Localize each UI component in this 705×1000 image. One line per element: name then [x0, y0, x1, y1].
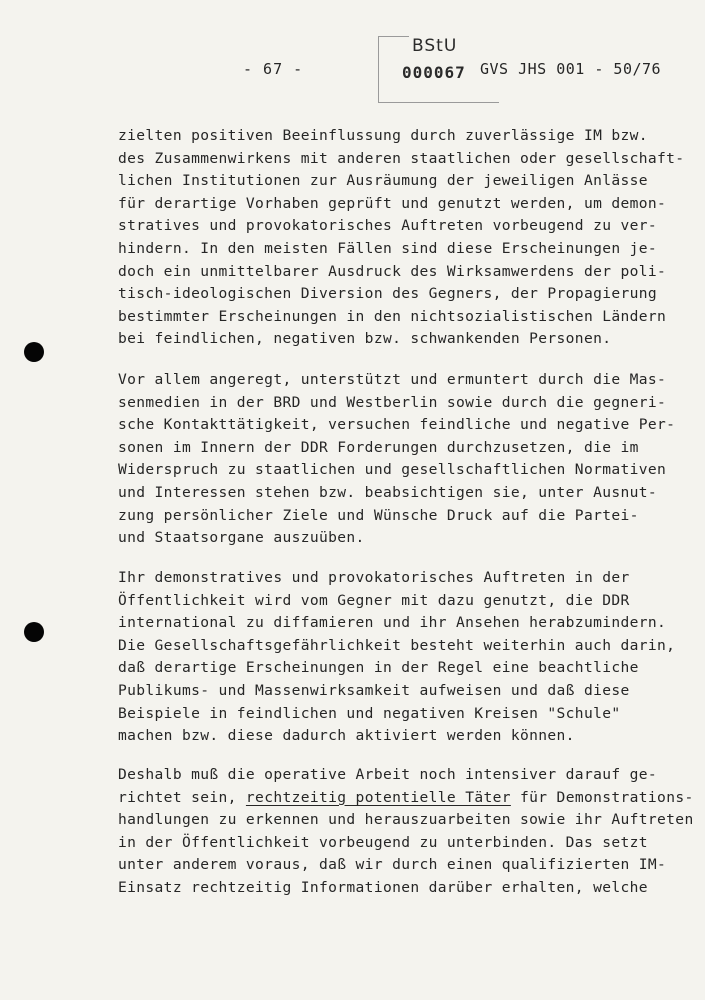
text-line: tisch-ideologischen Diversion des Gegners, der Propagierung: [118, 285, 658, 303]
text-line: Vor allem angeregt, unterstützt und ermuntert durch die Mas-: [118, 371, 667, 388]
text-line: des Zusammenwirkens mit anderen staatlichen oder gesellschaft-: [118, 149, 685, 167]
page-number: - 67 -: [243, 60, 304, 78]
paragraph-2: [118, 369, 675, 550]
punch-hole: [24, 622, 44, 642]
text-line: lichen Institutionen zur Ausräumung der jeweiligen Anlässe: [118, 172, 648, 190]
archive-stamp-number: 000067: [402, 63, 466, 82]
text-line: zielten positiven Beeinflussung durch zuverlässige IM bzw.: [118, 127, 648, 144]
text-line: [118, 787, 694, 810]
text-line: Öffentlichkeit wird vom Gegner mit dazu genutzt, die DDR: [118, 591, 630, 609]
text-line: handlungen zu erkennen und herauszuarbeiten sowie ihr Auftreten: [118, 811, 694, 829]
text-line: Publikums- und Massenwirksamkeit aufweisen und daß diese: [118, 681, 630, 699]
text-line: doch ein unmittelbarer Ausdruck des Wirksamwerdens der poli-: [118, 262, 667, 280]
text-line: in der Öffentlichkeit vorbeugend zu unterbinden. Das setzt: [118, 833, 648, 851]
paragraph-1: [118, 125, 684, 351]
text-line: unter anderem voraus, daß wir durch einen qualifizierten IM-: [118, 856, 667, 874]
text-line: Beispiele in feindlichen und negativen Kreisen "Schule": [118, 704, 621, 722]
text-line: für derartige Vorhaben geprüft und genutzt werden, um demon-: [118, 194, 667, 212]
text-line: senmedien in der BRD und Westberlin sowie durch die gegneri-: [118, 393, 667, 411]
text-line: sonen im Innern der DDR Forderungen durchzusetzen, die im: [118, 438, 639, 456]
text-line: Einsatz rechtzeitig Informationen darüber erhalten, welche: [118, 878, 648, 896]
text-line: bestimmter Erscheinungen in den nichtsozialistischen Ländern: [118, 307, 667, 325]
punch-hole: [24, 342, 44, 362]
text-segment: für Demonstrations-: [510, 788, 694, 806]
paragraph-3: [118, 567, 675, 748]
text-segment: richtet sein,: [118, 788, 246, 806]
file-reference: GVS JHS 001 - 50/76: [480, 60, 662, 78]
archive-stamp-label: BStU: [412, 36, 458, 56]
text-line: Widerspruch zu staatlichen und gesellschaftlichen Normativen: [118, 461, 667, 479]
text-line: hindern. In den meisten Fällen sind diese Erscheinungen je-: [118, 239, 658, 257]
text-line: und Staatsorgane auszuüben.: [118, 529, 365, 547]
paragraph-4: [118, 764, 694, 900]
text-line: daß derartige Erscheinungen in der Regel eine beachtliche: [118, 659, 639, 677]
text-line: bei feindlichen, negativen bzw. schwankenden Personen.: [118, 330, 612, 348]
text-line: international zu diffamieren und ihr Ansehen herabzumindern.: [118, 614, 667, 632]
text-line: sche Kontakttätigkeit, versuchen feindliche und negative Per-: [118, 416, 676, 434]
text-line: zung persönlicher Ziele und Wünsche Druck auf die Partei-: [118, 506, 639, 524]
text-line: Deshalb muß die operative Arbeit noch intensiver darauf ge-: [118, 766, 658, 783]
text-line: und Interessen stehen bzw. beabsichtigen sie, unter Ausnut-: [118, 483, 658, 501]
underlined-phrase: rechtzeitig potentielle Täter: [245, 788, 511, 806]
text-line: machen bzw. diese dadurch aktiviert werden können.: [118, 727, 575, 745]
text-line: Ihr demonstratives und provokatorisches Auftreten in der: [118, 569, 630, 586]
text-line: stratives und provokatorisches Auftreten vorbeugend zu ver-: [118, 217, 658, 235]
text-line: Die Gesellschaftsgefährlichkeit besteht weiterhin auch darin,: [118, 636, 676, 654]
